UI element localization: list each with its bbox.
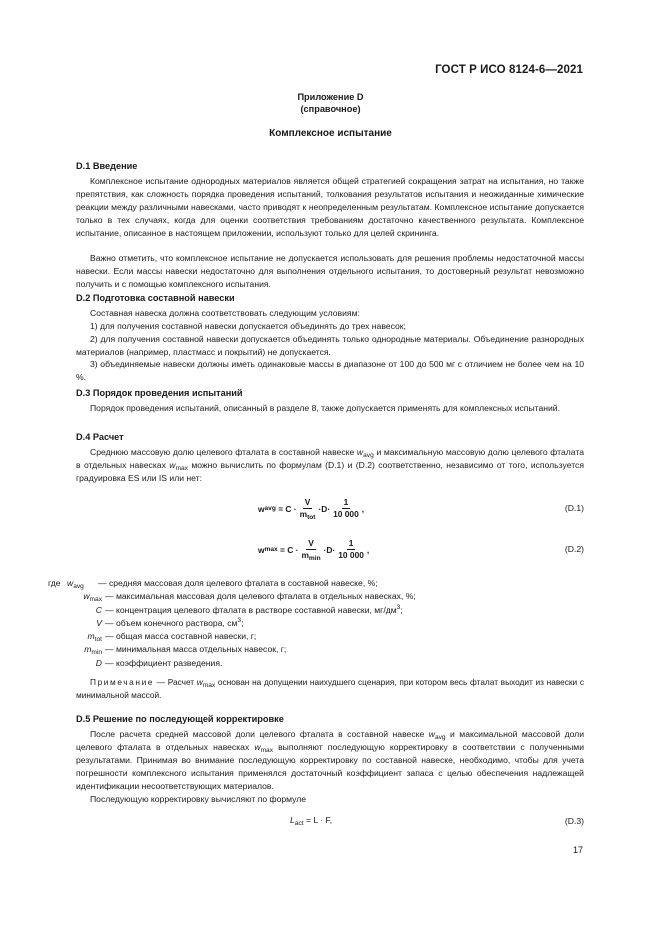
- equation-number-d1: (D.1): [564, 503, 584, 513]
- definition-row: $w_{max}$ — максимальная массовая доля целевого фталата в отдельных навесках, %;: [83, 591, 416, 604]
- paragraph: После расчета средней массовой доли целевого фталата в составной навеске $w_{avg}$ и максимальной массовой доли целевого фталата в отдельных навесках $w_{max}$ выполняют последующую корректировку в соответствии с полученными результатами. Принимая во внимание последующую корректировку по составной навеске, необходимо, чтобы для учета погрешности комплексного испытания применялся достаточный коэффициент запаса с целью обеспечения надлежащей идентификации несоответствующих материалов.: [76, 729, 585, 791]
- definition-row: $m_{tot}$ — общая масса составной навески, г;: [87, 631, 257, 644]
- list-item: 3) объединяемые навески должны иметь одинаковые массы в диапазоне от 100 до 500 мг с отличием не более чем на 10 %.: [76, 359, 584, 382]
- note: Примечание — Расчет $w_{max}$ основан на допущении наихудшего сценария, при котором весь фталат выходит из навески с минимальной массой.: [76, 677, 584, 700]
- standard-header: ГОСТ Р ИСО 8124-6—2021: [435, 64, 583, 76]
- list-item: 1) для получения составной навески допускается объединять до трех навесок;: [90, 321, 406, 331]
- definition-row: где $w_{avg}$ — средняя массовая доля целевого фталата в составной навеске, %;: [48, 578, 378, 590]
- definition-row: $m_{min}$ — минимальная масса отдельных навесок, г;: [84, 644, 287, 657]
- section-heading-d2: D.2 Подготовка составной навески: [76, 293, 235, 303]
- definition-row: D — коэффициент разведения.: [95, 657, 223, 668]
- equation-number-d2: (D.2): [564, 544, 584, 554]
- appendix-title: Приложение D: [297, 92, 364, 102]
- page-number: 17: [572, 845, 583, 855]
- section-heading-d4: D.4 Расчет: [76, 432, 124, 442]
- section-heading-d3: D.3 Порядок проведения испытаний: [76, 388, 243, 398]
- appendix-heading: Комплексное испытание: [269, 128, 392, 139]
- definition-row: C — концентрация целевого фталата в растворе составной навески, $мг/дм^3$;: [95, 603, 403, 615]
- paragraph: Составная навеска должна соответствовать следующим условиям:: [90, 308, 360, 318]
- equation-number-d3: (D.3): [564, 816, 584, 826]
- list-item: 2) для получения составной навески допускается объединять только однородные материалы. Объединение разнородных материалов (например, пластмасс и покрытий) не допускается.: [76, 334, 584, 357]
- paragraph: Важно отметить, что комплексное испытание не допускается использовать для решения проблемы недостаточной массы навески. Если массы навески недостаточно для выполнения отдельного испытания, то достоверный результат невозможно получить и с помощью комплексного испытания.: [76, 253, 584, 289]
- definition-row: V — объем конечного раствора, $см^3$;: [96, 616, 244, 628]
- formula-d2: w max = C · $\frac{V}{m_{min}}$ ·D· $\frac{1}{10 000}$ ,: [258, 538, 370, 562]
- paragraph: Последующую корректировку вычисляют по формуле: [90, 794, 307, 804]
- appendix-subtitle: (справочное): [300, 104, 361, 114]
- section-heading-d5: D.5 Решение по последующей корректировке: [76, 714, 284, 724]
- formula-d3: $L_{act} = L \cdot F$,: [290, 815, 333, 827]
- paragraph: Среднюю массовую долю целевого фталата в составной навеске $w_{avg}$ и максимальную массовую долю целевого фталата в отдельных навесках $w_{max}$ можно вычислить по формулам (D.1) и (D.2) соответственно, независимо от того, используется градуировка ES или IS или нет:: [76, 447, 585, 483]
- paragraph: Комплексное испытание однородных материалов является общей стратегией сокращения затрат на испытания, но также препятствия, как сложность порядка проведения испытаний, толкования результатов испытания и неожиданные химические реакции между различными навесками, часто приводят к неопределенным результатам. Комплексное испытание допускается только в тех случаях, когда для оценки соответствия требованиям достаточно качественного результата. Комплексное испытание, описанное в настоящем приложении, используют только для целей скрининга.: [76, 176, 584, 238]
- section-heading-d1: D.1 Введение: [76, 161, 138, 171]
- paragraph: Порядок проведения испытаний, описанный в разделе 8, также допускается применять для комплексных испытаний.: [90, 403, 560, 413]
- formula-d1: w avg = C · $\frac{V}{m_{tot}}$ ·D· $\frac{1}{10 000}$ ,: [258, 497, 365, 521]
- symbol-definitions: [48, 577, 416, 670]
